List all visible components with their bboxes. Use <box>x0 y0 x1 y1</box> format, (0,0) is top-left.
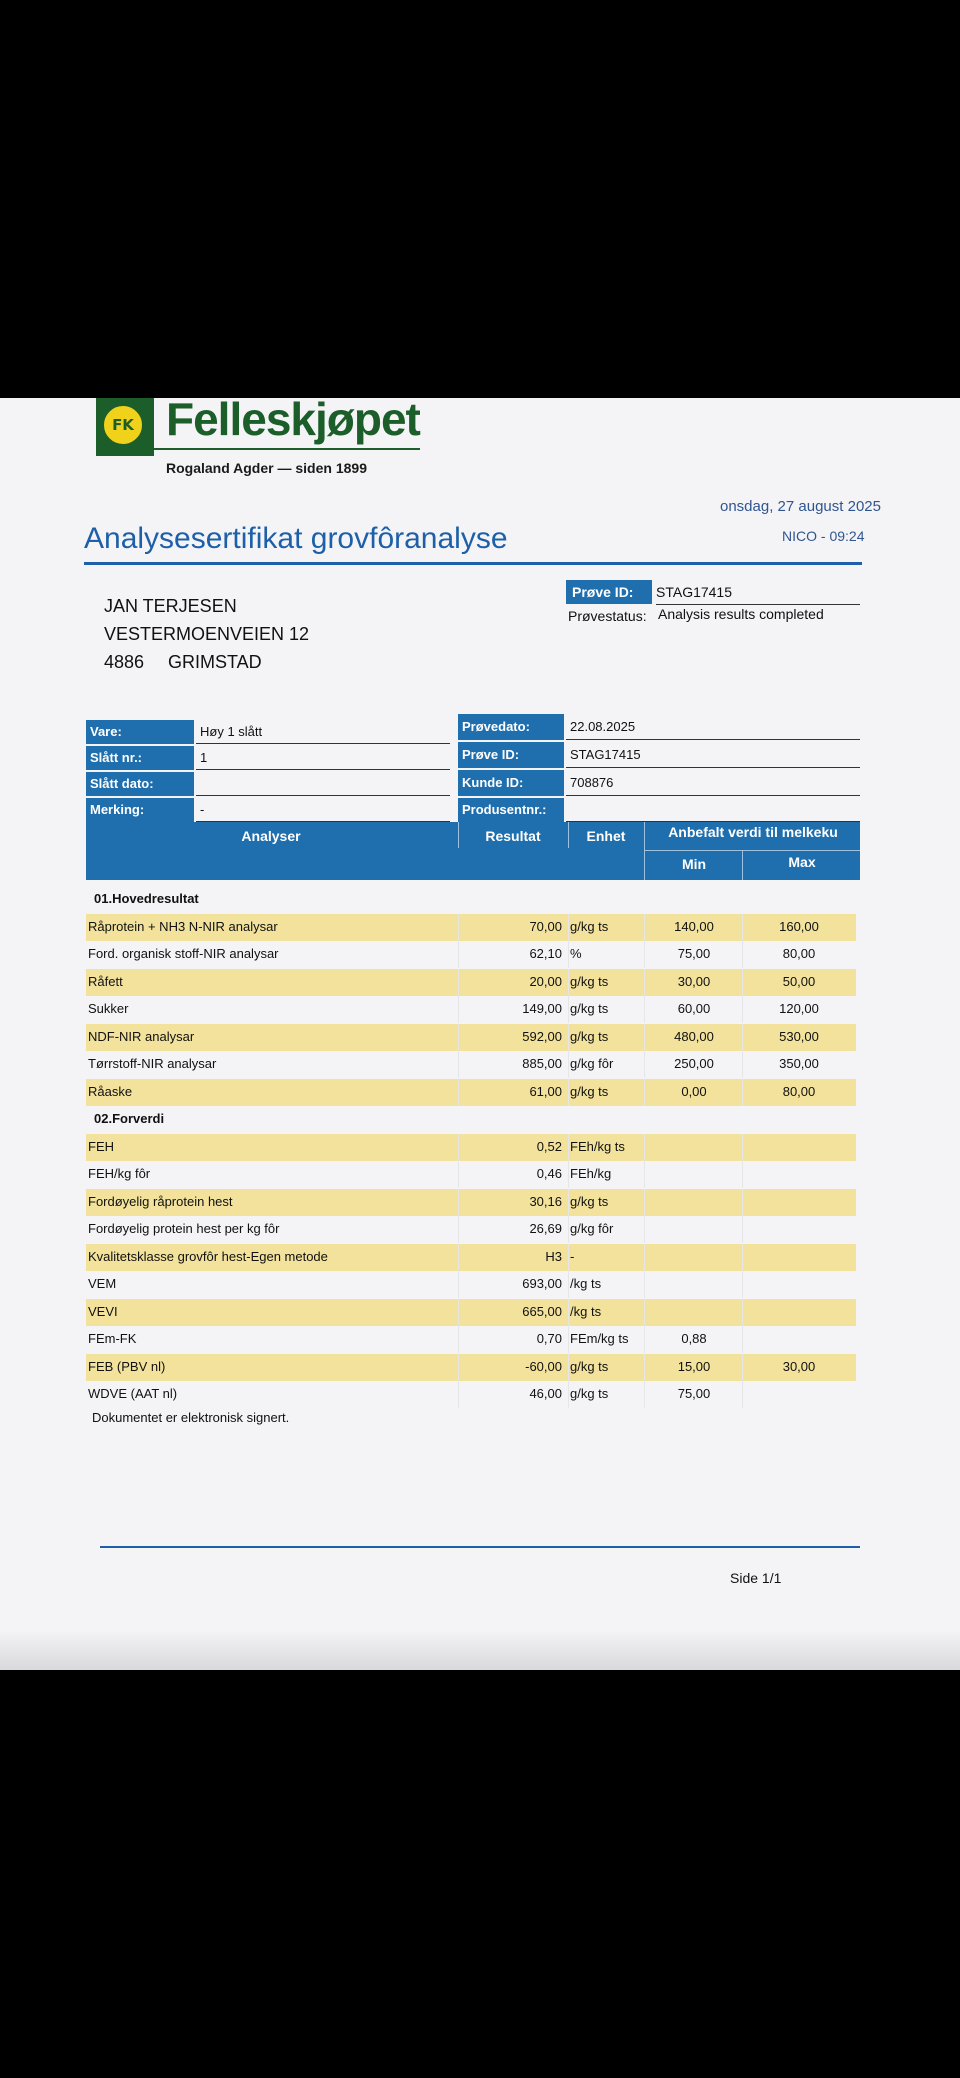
info-value-slatt-dato <box>196 772 450 796</box>
result-value: 46,00 <box>529 1386 562 1401</box>
analysis-name: Sukker <box>88 1001 129 1016</box>
info-label-slatt-dato: Slått dato: <box>86 772 194 796</box>
info-left <box>86 720 456 824</box>
logo-text: FK <box>112 416 134 434</box>
cell-divider <box>568 941 569 968</box>
result-value: 0,70 <box>536 1331 562 1346</box>
signature-note: Dokumentet er elektronisk signert. <box>92 1410 290 1425</box>
min-value: 15,00 <box>677 1359 711 1374</box>
cell-divider <box>568 1299 569 1326</box>
cell-divider <box>644 1381 645 1408</box>
analysis-name: NDF-NIR analysar <box>88 1029 195 1044</box>
sample-id-value: STAG17415 <box>656 580 860 605</box>
cell-divider <box>742 914 743 941</box>
analysis-name: FEB (PBV nl) <box>88 1359 166 1374</box>
result-value: 70,00 <box>529 919 562 934</box>
analysis-name: Ford. organisk stoff-NIR analysar <box>88 946 279 961</box>
sample-status-label: Prøvestatus: <box>568 608 647 624</box>
table-row <box>86 1161 856 1188</box>
brand-tagline: Rogaland Agder — siden 1899 <box>166 460 367 476</box>
cell-divider <box>644 1326 645 1353</box>
table-row <box>86 1024 856 1051</box>
result-value: 693,00 <box>522 1276 562 1291</box>
page-title: Analysesertifikat grovfôranalyse <box>84 522 508 555</box>
info-label-kunde-id: Kunde ID: <box>458 770 564 796</box>
unit-value: g/kg ts <box>570 1386 609 1401</box>
cell-divider <box>644 1051 645 1078</box>
customer-name: JAN TERJESEN <box>104 596 237 616</box>
header-divider <box>458 822 459 848</box>
min-value: 75,00 <box>677 946 711 961</box>
cell-divider <box>742 1271 743 1298</box>
header-divider <box>644 850 860 851</box>
max-value: 50,00 <box>782 974 816 989</box>
max-value: 350,00 <box>779 1056 819 1071</box>
cell-divider <box>458 1354 459 1381</box>
cell-divider <box>742 1216 743 1243</box>
analysis-name: VEVI <box>88 1304 118 1319</box>
max-value: 80,00 <box>782 946 816 961</box>
table-row <box>86 1381 856 1408</box>
cell-divider <box>644 1271 645 1298</box>
unit-value: g/kg fôr <box>570 1221 614 1236</box>
analysis-name: VEM <box>88 1276 117 1291</box>
min-value: 60,00 <box>677 1001 711 1016</box>
table-row <box>86 941 856 968</box>
info-value-prove-id: STAG17415 <box>566 742 860 768</box>
table-row <box>86 1326 856 1353</box>
unit-value: FEh/kg ts <box>570 1139 625 1154</box>
cell-divider <box>742 1381 743 1408</box>
result-value: 0,46 <box>536 1166 562 1181</box>
section-row <box>86 886 856 913</box>
cell-divider <box>568 1189 569 1216</box>
unit-value: g/kg ts <box>570 1001 609 1016</box>
cell-divider <box>568 1161 569 1188</box>
result-value: 885,00 <box>522 1056 562 1071</box>
result-value: 26,69 <box>529 1221 562 1236</box>
table-header <box>86 822 860 880</box>
cell-divider <box>458 1079 459 1106</box>
header-divider <box>568 822 569 848</box>
section-title: 02.Forverdi <box>94 1111 165 1126</box>
cell-divider <box>568 1271 569 1298</box>
cell-divider <box>568 1024 569 1051</box>
cell-divider <box>742 1134 743 1161</box>
header-min: Min <box>681 856 707 872</box>
unit-value: g/kg ts <box>570 919 609 934</box>
analysis-name: Fordøyelig protein hest per kg fôr <box>88 1221 280 1236</box>
cell-divider <box>568 914 569 941</box>
result-value: 665,00 <box>522 1304 562 1319</box>
info-label-prove-id: Prøve ID: <box>458 742 564 768</box>
paper-shadow <box>0 1630 960 1670</box>
max-value: 530,00 <box>779 1029 819 1044</box>
table-row <box>86 996 856 1023</box>
cell-divider <box>458 1381 459 1408</box>
cell-divider <box>742 1189 743 1216</box>
footer-divider <box>100 1546 860 1548</box>
result-value: H3 <box>545 1249 562 1264</box>
cell-divider <box>568 1354 569 1381</box>
table-row <box>86 969 856 996</box>
info-value-kunde-id: 708876 <box>566 770 860 796</box>
unit-value: /kg ts <box>570 1276 602 1291</box>
result-value: 30,16 <box>529 1194 562 1209</box>
analysis-name: FEm-FK <box>88 1331 137 1346</box>
cell-divider <box>458 996 459 1023</box>
cell-divider <box>458 969 459 996</box>
cell-divider <box>644 914 645 941</box>
unit-value: g/kg ts <box>570 974 609 989</box>
analysis-name: Fordøyelig råprotein hest <box>88 1194 233 1209</box>
header-resultat: Resultat <box>485 828 541 844</box>
cell-divider <box>742 1161 743 1188</box>
cell-divider <box>458 1051 459 1078</box>
cell-divider <box>458 1189 459 1216</box>
cell-divider <box>644 1299 645 1326</box>
cell-divider <box>742 1299 743 1326</box>
min-value: 250,00 <box>674 1056 714 1071</box>
cell-divider <box>458 1216 459 1243</box>
cell-divider <box>458 1134 459 1161</box>
cell-divider <box>644 1216 645 1243</box>
table-row <box>86 1189 856 1216</box>
felleskjopet-logo <box>96 398 154 456</box>
cell-divider <box>568 1381 569 1408</box>
section-row <box>86 1106 856 1133</box>
cell-divider <box>644 1354 645 1381</box>
cell-divider <box>458 941 459 968</box>
cell-divider <box>644 1134 645 1161</box>
page-number: Side 1/1 <box>730 1570 782 1586</box>
header-divider <box>644 822 645 880</box>
cell-divider <box>742 941 743 968</box>
sample-status-value: Analysis results completed <box>658 606 824 622</box>
table-row <box>86 1354 856 1381</box>
cell-divider <box>644 1244 645 1271</box>
min-value: 75,00 <box>677 1386 711 1401</box>
cell-divider <box>644 1189 645 1216</box>
sample-id-label: Prøve ID: <box>566 580 652 604</box>
operator-time: NICO - 09:24 <box>782 528 865 544</box>
analysis-name: Råaske <box>88 1084 133 1099</box>
table-row <box>86 1244 856 1271</box>
min-value: 140,00 <box>674 919 714 934</box>
cell-divider <box>458 1244 459 1271</box>
header-max: Max <box>788 854 816 870</box>
cell-divider <box>458 1271 459 1298</box>
min-value: 480,00 <box>674 1029 714 1044</box>
certificate-page <box>0 398 960 1670</box>
table-row <box>86 1134 856 1161</box>
info-right <box>458 714 862 824</box>
cell-divider <box>458 1326 459 1353</box>
cell-divider <box>568 1326 569 1353</box>
header-analyser: Analyser <box>241 828 301 844</box>
analysis-name: Råprotein + NH3 N-NIR analysar <box>88 919 278 934</box>
cell-divider <box>644 1024 645 1051</box>
unit-value: FEm/kg ts <box>570 1331 629 1346</box>
analysis-name: Tørrstoff-NIR analysar <box>88 1056 217 1071</box>
cell-divider <box>458 914 459 941</box>
unit-value: /kg ts <box>570 1304 602 1319</box>
cell-divider <box>458 1024 459 1051</box>
cell-divider <box>568 996 569 1023</box>
document-date: onsdag, 27 august 2025 <box>720 498 881 515</box>
analysis-name: FEH <box>88 1139 114 1154</box>
cell-divider <box>568 1244 569 1271</box>
header-enhet: Enhet <box>586 828 626 844</box>
unit-value: g/kg ts <box>570 1084 609 1099</box>
cell-divider <box>742 996 743 1023</box>
info-value-produsentnr <box>566 798 860 822</box>
title-divider <box>84 562 862 565</box>
analysis-name: WDVE (AAT nl) <box>88 1386 178 1401</box>
cell-divider <box>568 969 569 996</box>
table-row <box>86 1051 856 1078</box>
brand-name: Felleskjøpet <box>166 398 420 445</box>
max-value: 160,00 <box>779 919 819 934</box>
cell-divider <box>742 1244 743 1271</box>
analysis-name: FEH/kg fôr <box>88 1166 151 1181</box>
cell-divider <box>644 941 645 968</box>
customer-street: VESTERMOENVEIEN 12 <box>104 624 310 644</box>
cell-divider <box>742 1051 743 1078</box>
analysis-name: Kvalitetsklasse grovfôr hest-Egen metode <box>88 1249 328 1264</box>
unit-value: % <box>570 946 582 961</box>
info-value-slatt-nr: 1 <box>196 746 450 770</box>
header-divider <box>742 850 743 880</box>
cell-divider <box>458 1299 459 1326</box>
max-value: 120,00 <box>779 1001 819 1016</box>
unit-value: g/kg ts <box>570 1194 609 1209</box>
unit-value: - <box>570 1249 575 1264</box>
table-row <box>86 1271 856 1298</box>
table-row <box>86 914 856 941</box>
cell-divider <box>742 1024 743 1051</box>
cell-divider <box>742 1326 743 1353</box>
min-value: 0,00 <box>681 1084 707 1099</box>
cell-divider <box>568 1134 569 1161</box>
cell-divider <box>644 969 645 996</box>
unit-value: g/kg fôr <box>570 1056 614 1071</box>
brand-divider <box>150 448 420 450</box>
result-value: 62,10 <box>529 946 562 961</box>
cell-divider <box>742 1079 743 1106</box>
customer-postcode: 4886 <box>104 652 145 672</box>
info-label-provedato: Prøvedato: <box>458 714 564 740</box>
table-row <box>86 1299 856 1326</box>
table-row <box>86 1216 856 1243</box>
max-value: 30,00 <box>782 1359 816 1374</box>
header-anbefalt: Anbefalt verdi til melkeku <box>668 824 838 840</box>
result-value: 0,52 <box>536 1139 562 1154</box>
result-value: 20,00 <box>529 974 562 989</box>
cell-divider <box>742 969 743 996</box>
cell-divider <box>568 1216 569 1243</box>
result-value: 592,00 <box>522 1029 562 1044</box>
result-value: 149,00 <box>522 1001 562 1016</box>
max-value: 80,00 <box>782 1084 816 1099</box>
unit-value: FEh/kg <box>570 1166 612 1181</box>
customer-city: GRIMSTAD <box>168 652 262 672</box>
cell-divider <box>644 1161 645 1188</box>
cell-divider <box>644 1079 645 1106</box>
analysis-name: Råfett <box>88 974 123 989</box>
fk-emblem-icon <box>102 404 144 446</box>
cell-divider <box>568 1051 569 1078</box>
cell-divider <box>568 1079 569 1106</box>
info-value-provedato: 22.08.2025 <box>566 714 860 740</box>
cell-divider <box>742 1354 743 1381</box>
result-value: 61,00 <box>529 1084 562 1099</box>
min-value: 0,88 <box>681 1331 707 1346</box>
cell-divider <box>644 996 645 1023</box>
info-value-merking: - <box>196 798 450 822</box>
unit-value: g/kg ts <box>570 1359 609 1374</box>
unit-value: g/kg ts <box>570 1029 609 1044</box>
info-label-vare: Vare: <box>86 720 194 744</box>
info-value-vare: Høy 1 slått <box>196 720 450 744</box>
info-label-produsentnr: Produsentnr.: <box>458 798 564 822</box>
min-value: 30,00 <box>677 974 711 989</box>
info-label-merking: Merking: <box>86 798 194 822</box>
table-row <box>86 1079 856 1106</box>
cell-divider <box>458 1161 459 1188</box>
result-value: -60,00 <box>525 1359 562 1374</box>
info-label-slatt-nr: Slått nr.: <box>86 746 194 770</box>
section-title: 01.Hovedresultat <box>94 891 199 906</box>
